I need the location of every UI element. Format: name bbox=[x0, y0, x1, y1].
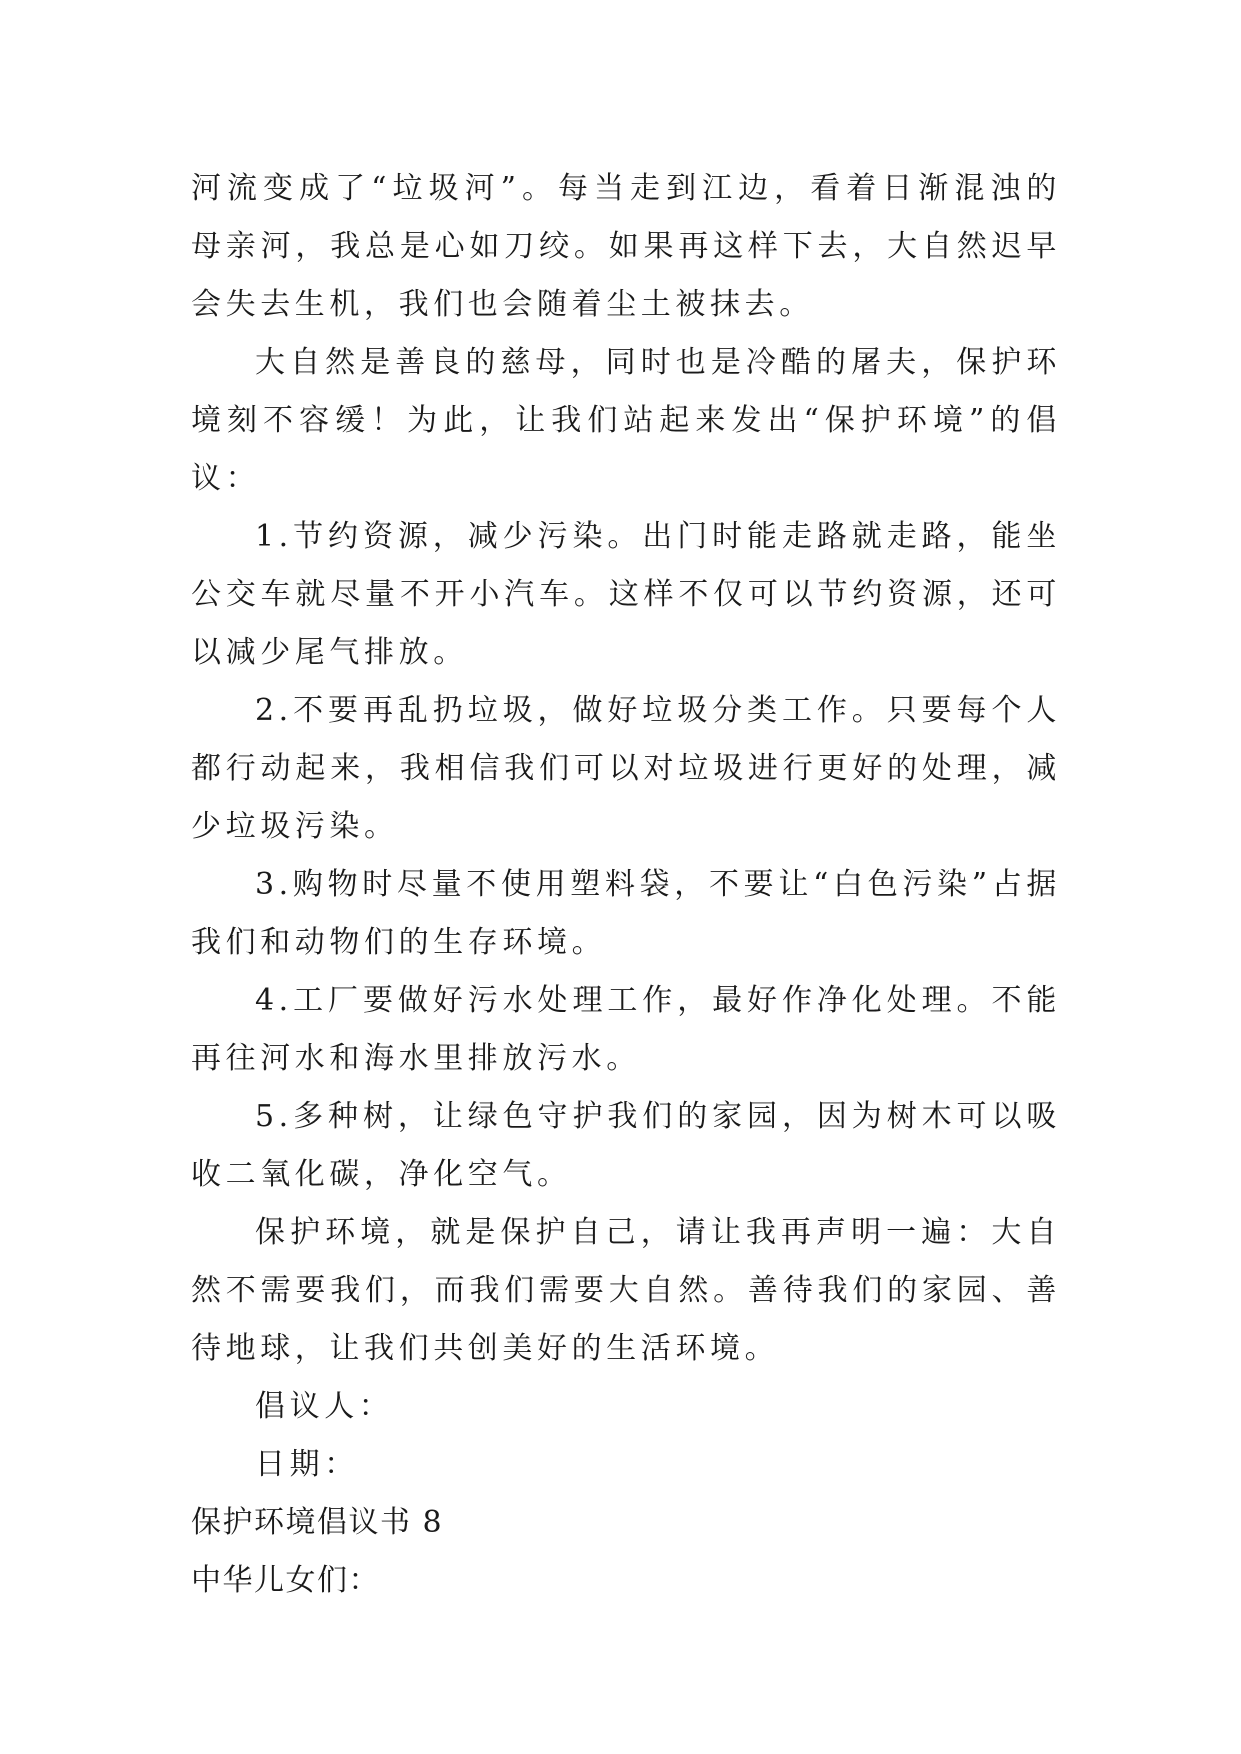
proposal-item-1: 1.节约资源，减少污染。出门时能走路就走路，能坐公交车就尽量不开小汽车。这样不仅可以节约资源，还可以减少尾气排放。 bbox=[191, 519, 1061, 670]
section-title: 保护环境倡议书 8 bbox=[191, 1505, 444, 1540]
document-body bbox=[191, 160, 1061, 1610]
proposal-item-3: 3.购物时尽量不使用塑料袋，不要让“白色污染”占据我们和动物们的生存环境。 bbox=[191, 867, 1061, 960]
paragraph-call-to-action: 大自然是善良的慈母，同时也是冷酷的屠夫，保护环境刻不容缓！为此，让我们站起来发出“保护环境”的倡议： bbox=[191, 345, 1061, 496]
paragraph-intro-continued: 河流变成了“垃圾河”。每当走到江边，看着日渐混浊的母亲河，我总是心如刀绞。如果再这样下去，大自然迟早会失去生机，我们也会随着尘土被抹去。 bbox=[191, 171, 1061, 322]
signature-proposer-label: 倡议人： bbox=[255, 1389, 394, 1424]
salutation: 中华儿女们： bbox=[191, 1563, 380, 1598]
paragraph-conclusion: 保护环境，就是保护自己，请让我再声明一遍：大自然不需要我们，而我们需要大自然。善待我们的家园、善待地球，让我们共创美好的生活环境。 bbox=[191, 1215, 1061, 1366]
signature-date-label: 日期： bbox=[255, 1447, 359, 1482]
proposal-item-2: 2.不要再乱扔垃圾，做好垃圾分类工作。只要每个人都行动起来，我相信我们可以对垃圾进行更好的处理，减少垃圾污染。 bbox=[191, 693, 1061, 844]
proposal-item-4: 4.工厂要做好污水处理工作，最好作净化处理。不能再往河水和海水里排放污水。 bbox=[191, 983, 1061, 1076]
proposal-item-5: 5.多种树，让绿色守护我们的家园，因为树木可以吸收二氧化碳，净化空气。 bbox=[191, 1099, 1061, 1192]
